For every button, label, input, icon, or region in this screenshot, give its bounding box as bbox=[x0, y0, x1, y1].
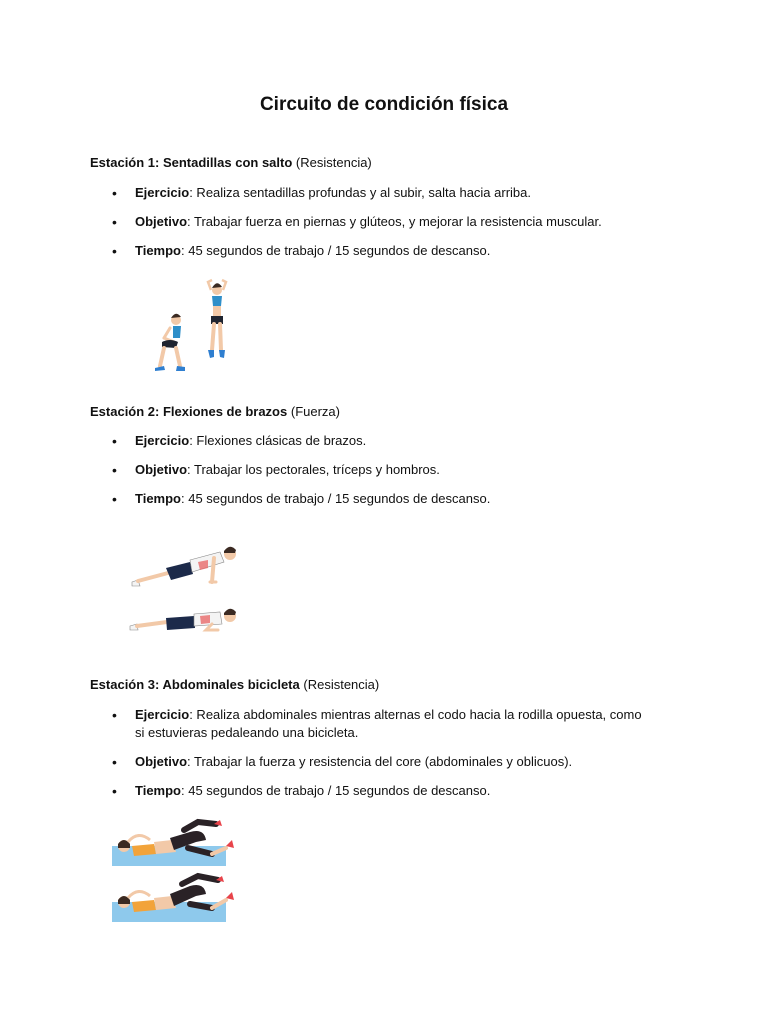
list-item bbox=[90, 490, 650, 508]
list-item bbox=[90, 753, 650, 771]
station-3-list bbox=[90, 706, 650, 811]
item-text: : Trabajar la fuerza y resistencia del core (abdominales y oblicuos). bbox=[187, 754, 573, 769]
item-text: : Trabajar los pectorales, tríceps y hombros. bbox=[187, 462, 440, 477]
item-label: Ejercicio bbox=[135, 707, 190, 722]
station-1-list bbox=[90, 184, 650, 271]
list-item bbox=[90, 706, 650, 742]
station-2-category: (Fuerza) bbox=[290, 404, 340, 419]
item-label: Objetivo bbox=[135, 754, 188, 769]
list-item bbox=[90, 213, 650, 231]
station-2-list bbox=[90, 432, 650, 519]
list-item bbox=[90, 782, 650, 800]
squat-jump-illustration bbox=[140, 278, 250, 390]
bicycle-crunch-illustration bbox=[108, 818, 258, 928]
station-2-name: Estación 2: Flexiones de brazos bbox=[90, 404, 288, 419]
list-item bbox=[90, 432, 650, 450]
list-item bbox=[90, 461, 650, 479]
item-label: Ejercicio bbox=[135, 433, 190, 448]
item-label: Objetivo bbox=[135, 214, 188, 229]
item-text: : 45 segundos de trabajo / 15 segundos de descanso. bbox=[181, 491, 491, 506]
item-label: Objetivo bbox=[135, 462, 188, 477]
station-3-heading bbox=[90, 676, 379, 694]
item-text: : Flexiones clásicas de brazos. bbox=[189, 433, 367, 448]
push-up-illustration bbox=[126, 544, 246, 640]
item-text: : Realiza sentadillas profundas y al subir, salta hacia arriba. bbox=[189, 185, 531, 200]
list-item bbox=[90, 184, 650, 202]
item-text: : Trabajar fuerza en piernas y glúteos, y mejorar la resistencia muscular. bbox=[187, 214, 602, 229]
station-1-name: Estación 1: Sentadillas con salto bbox=[90, 155, 293, 170]
station-3-category: (Resistencia) bbox=[303, 677, 380, 692]
station-1-category: (Resistencia) bbox=[295, 155, 372, 170]
item-text: : 45 segundos de trabajo / 15 segundos de descanso. bbox=[181, 243, 491, 258]
item-label: Tiempo bbox=[135, 783, 181, 798]
list-item bbox=[90, 242, 650, 260]
station-1-heading bbox=[90, 154, 372, 172]
item-label: Tiempo bbox=[135, 243, 181, 258]
station-2-heading bbox=[90, 403, 340, 421]
station-3-name: Estación 3: Abdominales bicicleta bbox=[90, 677, 300, 692]
item-label: Tiempo bbox=[135, 491, 181, 506]
page-title: Circuito de condición física bbox=[259, 94, 509, 115]
item-text: : 45 segundos de trabajo / 15 segundos de descanso. bbox=[181, 783, 491, 798]
item-label: Ejercicio bbox=[135, 185, 190, 200]
item-text: : Realiza abdominales mientras alternas el codo hacia la rodilla opuesta, como si estuvieras pedaleando una bicicleta. bbox=[135, 707, 642, 740]
